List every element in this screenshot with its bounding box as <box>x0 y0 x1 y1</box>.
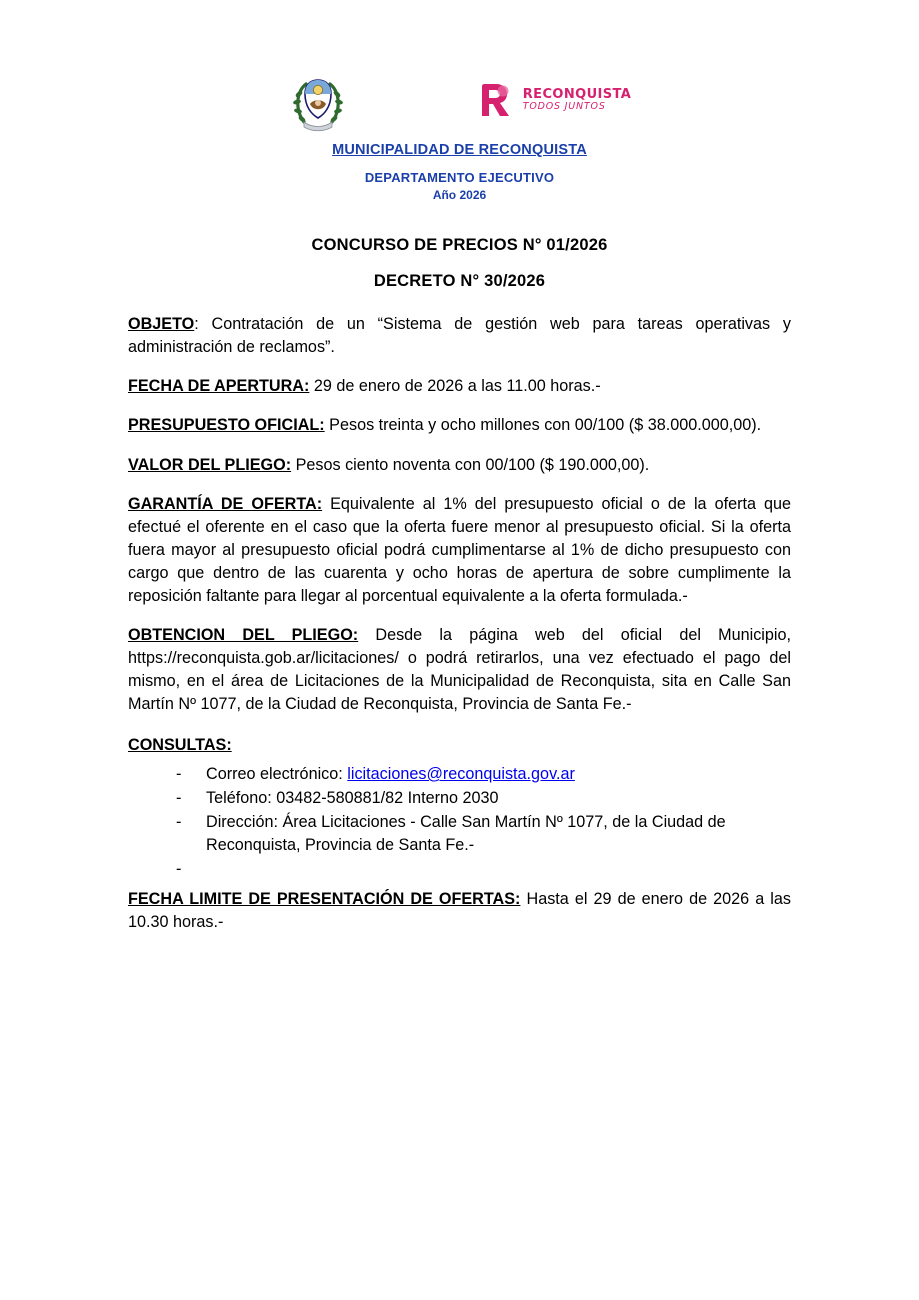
consultas-heading: CONSULTAS: <box>128 735 232 754</box>
municipality-title: MUNICIPALIDAD DE RECONQUISTA <box>332 142 587 158</box>
list-item <box>168 811 791 857</box>
clause-fecha-apertura <box>128 375 791 398</box>
list-item-text: Correo electrónico: <box>206 764 348 783</box>
brand-tagline: TODOS JUNTOS <box>522 100 606 112</box>
reconquista-wordmark <box>523 88 632 112</box>
clause-garantia-oferta <box>128 493 791 608</box>
consultas-list <box>128 763 791 878</box>
list-item-text: Teléfono: 03482-580881/82 Interno 2030 <box>206 788 499 807</box>
clause-text: Equivalente al 1% del presupuesto oficial o de la oferta que efectué el oferente en el caso que la oferta fuere menor al presupuesto oficial. Si la oferta fuera mayor al presupuesto oficial podrá cumplimentarse al 1% de dicho presupuesto con cargo que dentro de las cuarenta y ocho horas de apertura de sobre cumplimente la reposición faltante para llegar al porcentual equivalente a la oferta formulada.- <box>128 494 791 605</box>
clause-label: FECHA LIMITE DE PRESENTACIÓN DE OFERTAS: <box>128 889 521 908</box>
list-item-text: Dirección: Área Licitaciones - Calle San Martín Nº 1077, de la Ciudad de Reconquista, Provincia de Santa Fe.- <box>206 812 726 854</box>
clause-valor-pliego <box>128 454 791 477</box>
brand-name: RECONQUISTA <box>522 87 632 103</box>
clause-text: 29 de enero de 2026 a las 11.00 horas.- <box>309 377 601 396</box>
clause-label: FECHA DE APERTURA: <box>128 377 310 396</box>
email-link[interactable]: licitaciones@reconquista.gov.ar <box>347 764 575 783</box>
page-title: CONCURSO DE PRECIOS N° 01/2026 <box>311 236 608 254</box>
list-item <box>168 787 791 810</box>
department-subtitle: DEPARTAMENTO EJECUTIVO <box>364 170 555 185</box>
reconquista-logo-icon <box>476 82 632 118</box>
clause-label: VALOR DEL PLIEGO: <box>128 455 292 474</box>
clause-text: Hasta el 29 de enero de 2026 a las 10.30 horas.- <box>128 889 791 931</box>
clause-fecha-limite <box>128 888 791 934</box>
document-header <box>128 70 791 202</box>
clause-text: Desde la página web del oficial del Municipio, https://reconquista.gob.ar/licitaciones/ o podrá retirarlos, una vez efectuado el pago del mismo, en el área de Licitaciones de la Municipalidad de Reconquista, sita en Calle San Martín Nº 1077, de la Ciudad de Reconquista, Provincia de Santa Fe.- <box>128 625 792 713</box>
clause-text: Pesos ciento noventa con 00/100 ($ 190.000,00). <box>291 455 650 474</box>
clause-presupuesto-oficial <box>128 414 791 437</box>
decree-number: DECRETO N° 30/2026 <box>373 272 546 290</box>
list-item <box>168 763 791 786</box>
list-item <box>168 858 791 878</box>
clause-obtencion-pliego <box>128 624 791 716</box>
clause-label: OBJETO <box>128 315 195 333</box>
clause-text: Contratación de un “Sistema de gestión web para tareas operativas y administración de reclamos”. <box>128 315 791 356</box>
reconquista-mark-icon <box>476 82 516 118</box>
municipal-crest-icon <box>288 70 348 134</box>
year-label: Año 2026 <box>432 188 487 202</box>
clause-label: PRESUPUESTO OFICIAL: <box>128 416 325 435</box>
clause-text: Pesos treinta y ocho millones con 00/100 ($ 38.000.000,00). <box>324 416 762 435</box>
clause-objeto <box>128 313 791 359</box>
header-logos <box>128 70 791 136</box>
clause-separator: : <box>194 315 199 333</box>
clause-label: GARANTÍA DE OFERTA: <box>128 494 323 513</box>
clause-label: OBTENCION DEL PLIEGO: <box>128 625 359 644</box>
